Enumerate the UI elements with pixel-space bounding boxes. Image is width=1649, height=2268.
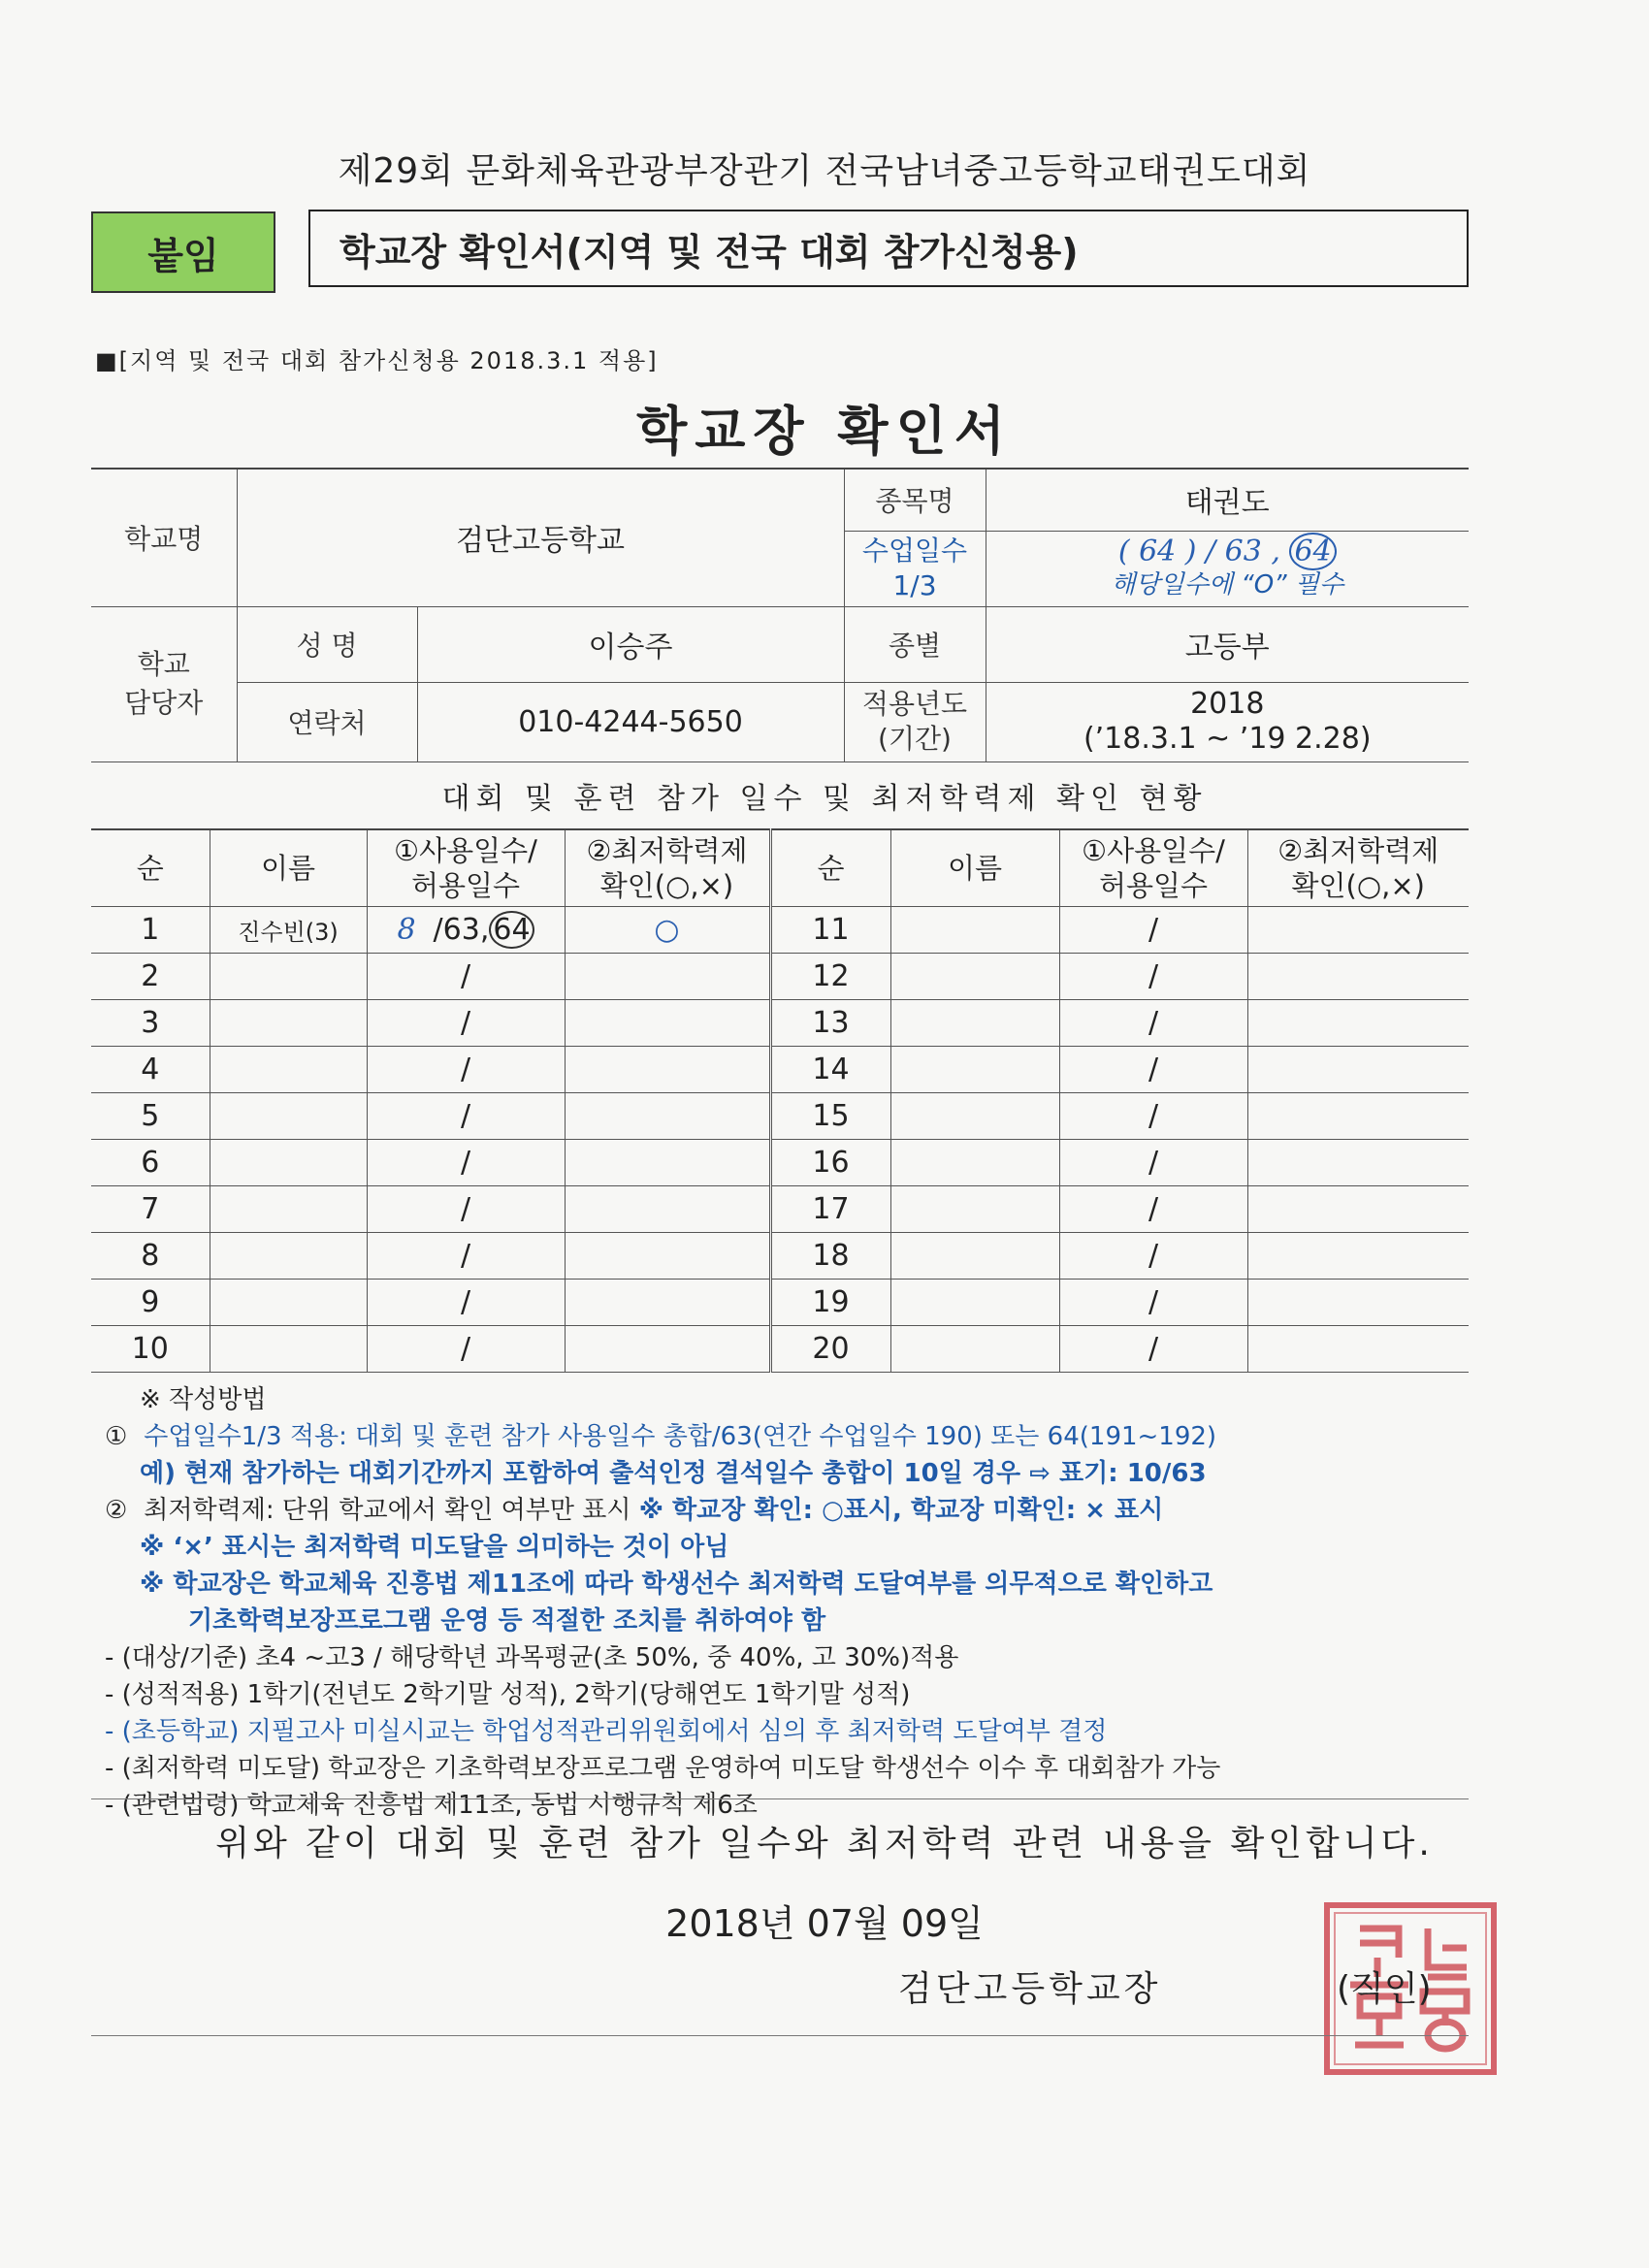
min-academic-check [565, 1280, 770, 1326]
row-number: 20 [770, 1326, 890, 1373]
class-days-value: ( 64 ) / 63 , 64 해당일수에 “O” 필수 [986, 531, 1469, 606]
min-academic-check [565, 1000, 770, 1047]
used-days-cell [367, 907, 565, 954]
participant-name [210, 1280, 367, 1326]
participant-name [890, 907, 1059, 954]
row-number: 10 [91, 1326, 210, 1373]
circled-mark: 64 [489, 911, 534, 949]
row-number: 14 [770, 1047, 890, 1093]
used-days-cell [1059, 1047, 1247, 1093]
used-days-cell [367, 1093, 565, 1140]
row-number: 16 [770, 1140, 890, 1186]
used-days-text: / [460, 1006, 471, 1040]
name-label: 성 명 [237, 606, 417, 682]
used-days-cell [1059, 1140, 1247, 1186]
document-title-box: 학교장 확인서(지역 및 전국 대회 참가신청용) [308, 210, 1469, 287]
row-number: 11 [770, 907, 890, 954]
used-days-cell [367, 954, 565, 1000]
method-dash-1: - (대상/기준) 초4 ~고3 / 해당학년 과목평균(초 50%, 중 40%, 고 30%)적용 [105, 1643, 959, 1672]
event-title: 제29회 문화체육관광부장관기 전국남녀중고등학교태권도대회 [338, 151, 1311, 191]
col-no-header: 순 [770, 829, 890, 907]
school-label: 학교명 [91, 469, 237, 606]
min-academic-check [1247, 1326, 1469, 1373]
method-dash-3: - (초등학교) 지필고사 미실시교는 학업성적관리위원회에서 심의 후 최저학력 도달여부 결정 [105, 1717, 1108, 1746]
min-academic-check [1247, 1093, 1469, 1140]
used-days-text: / [460, 1332, 471, 1366]
school-name: 검단고등학교 [237, 469, 844, 606]
used-days-cell [367, 1186, 565, 1233]
used-days-cell [1059, 1233, 1247, 1280]
col-used-header: ①사용일수/ 허용일수 [367, 829, 565, 907]
table-row [91, 1140, 1469, 1186]
col-no-header: 순 [91, 829, 210, 907]
table-row [91, 1047, 1469, 1093]
table-row [91, 954, 1469, 1000]
used-days-cell [367, 1326, 565, 1373]
row-number: 12 [770, 954, 890, 1000]
used-days-cell [1059, 954, 1247, 1000]
used-days-cell [367, 1047, 565, 1093]
used-days-text: / [1148, 1192, 1159, 1226]
class-days-label: 수업일수 1/3 [844, 531, 986, 606]
col-used-header: ①사용일수/ 허용일수 [1059, 829, 1247, 907]
participant-name [890, 1093, 1059, 1140]
used-days-cell [1059, 1000, 1247, 1047]
participant-name [890, 1000, 1059, 1047]
row-number: 15 [770, 1093, 890, 1140]
row-number: 2 [91, 954, 210, 1000]
min-academic-check [565, 954, 770, 1000]
min-academic-check [1247, 1140, 1469, 1186]
min-academic-check [1247, 1233, 1469, 1280]
min-academic-check [565, 1186, 770, 1233]
row-number: 18 [770, 1233, 890, 1280]
principal-title: 검단고등학교장 [898, 1969, 1162, 2009]
used-days-text: / [1148, 1332, 1159, 1366]
min-academic-check [565, 1233, 770, 1280]
used-days-text: / [1148, 1053, 1159, 1086]
form-note: ■[지역 및 전국 대회 참가신청용 2018.3.1 적용] [95, 347, 659, 374]
participant-name [890, 1140, 1059, 1186]
method-dash-4: - (최저학력 미도달) 학교장은 기초학력보장프로그램 운영하여 미도달 학생선수 이수 후 대회참가 가능 [105, 1754, 1221, 1783]
method-note-1: ※ ‘×’ 표시는 최저학력 미도달을 의미하는 것이 아님 [140, 1533, 729, 1562]
min-academic-check: ○ [565, 907, 770, 954]
col-check-header: ②최저학력제 확인(○,×) [1247, 829, 1469, 907]
participant-name [210, 1047, 367, 1093]
col-name-header: 이름 [210, 829, 367, 907]
used-days-cell [1059, 1326, 1247, 1373]
used-days-text: / [1148, 1239, 1159, 1273]
min-academic-check [1247, 1186, 1469, 1233]
method-dash-5: - (관련법령) 학교체육 진흥법 제11조, 동법 시행규칙 제6조 [105, 1791, 758, 1820]
used-days-cell [367, 1000, 565, 1047]
attachment-badge: 붙임 [91, 211, 275, 293]
used-days-cell [367, 1233, 565, 1280]
method-item-1-example: 예) 현재 참가하는 대회기간까지 포함하여 출석인정 결석일수 총합이 10일 경우 ⇨ 표기: 10/63 [140, 1459, 1207, 1488]
signature-date: 2018년 07월 09일 [665, 1902, 984, 1945]
used-days-text: / [460, 1146, 471, 1180]
col-check-header: ②최저학력제 확인(○,×) [565, 829, 770, 907]
method-note-2: ※ 학교장은 학교체육 진흥법 제11조에 따라 학생선수 최저학력 도달여부를 의무적으로 확인하고 [140, 1570, 1213, 1599]
table-row [91, 907, 1469, 954]
used-days-text: / [1148, 1146, 1159, 1180]
circled-mark: 64 [1289, 533, 1336, 570]
method-note-2-cont: 기초학력보장프로그램 운영 등 적절한 조치를 취하여야 함 [188, 1606, 826, 1636]
row-number: 9 [91, 1280, 210, 1326]
method-title: ※ 작성방법 [140, 1385, 267, 1414]
method-item-1: ① 수업일수1/3 적용: 대회 및 훈련 참가 사용일수 총합/63(연간 수업일수 190) 또는 64(191~192) [105, 1422, 1217, 1451]
participant-name [210, 1140, 367, 1186]
row-number: 3 [91, 1000, 210, 1047]
used-days-cell [367, 1140, 565, 1186]
row-number: 8 [91, 1233, 210, 1280]
division-label: 종별 [844, 606, 986, 682]
staff-label: 학교 담당자 [91, 606, 237, 761]
division-value: 고등부 [986, 606, 1469, 682]
row-number: 17 [770, 1186, 890, 1233]
bottom-divider [91, 2035, 1469, 2036]
participant-name: 진수빈(3) [210, 907, 367, 954]
min-academic-check [565, 1326, 770, 1373]
min-academic-check [565, 1093, 770, 1140]
row-number: 5 [91, 1093, 210, 1140]
participant-name [890, 954, 1059, 1000]
min-academic-check [1247, 1047, 1469, 1093]
participant-name [890, 1047, 1059, 1093]
seal-label: (직인) [1337, 1969, 1432, 2009]
used-days-text: / [460, 1053, 471, 1086]
row-number: 4 [91, 1047, 210, 1093]
min-academic-check [1247, 954, 1469, 1000]
table-row [91, 1326, 1469, 1373]
table-row [91, 1093, 1469, 1140]
divider [91, 1798, 1469, 1799]
participant-name [210, 1093, 367, 1140]
sport-label: 종목명 [844, 469, 986, 531]
used-days-text: / [1148, 1099, 1159, 1133]
used-days-text: / [1148, 1285, 1159, 1319]
contact-label: 연락처 [237, 682, 417, 761]
method-dash-2: - (성적적용) 1학기(전년도 2학기말 성적), 2학기(당해연도 1학기말 성적) [105, 1680, 911, 1709]
used-days-text: / [460, 1239, 471, 1273]
info-table [91, 468, 1469, 762]
participant-name [210, 1186, 367, 1233]
writing-method [105, 1381, 1482, 1824]
participant-name [890, 1186, 1059, 1233]
contact-value: 010-4244-5650 [417, 682, 844, 761]
used-days-text: / [460, 1285, 471, 1319]
row-number: 6 [91, 1140, 210, 1186]
used-days-text: / [1148, 1006, 1159, 1040]
participant-name [890, 1233, 1059, 1280]
table-header-row [91, 829, 1469, 907]
sport-value: 태권도 [986, 469, 1469, 531]
min-academic-check [565, 1140, 770, 1186]
min-academic-check [1247, 907, 1469, 954]
row-number: 1 [91, 907, 210, 954]
used-days-text: /63, [433, 913, 490, 947]
min-academic-check [565, 1047, 770, 1093]
class-days-note: 해당일수에 “O” 필수 [1111, 570, 1344, 599]
row-number: 19 [770, 1280, 890, 1326]
row-number: 7 [91, 1186, 210, 1233]
table-row [91, 1280, 1469, 1326]
year-label: 적용년도 (기간) [844, 682, 986, 761]
used-days-text: / [1148, 959, 1159, 993]
used-days-text: / [460, 959, 471, 993]
used-days-cell [1059, 1093, 1247, 1140]
confirm-statement: 위와 같이 대회 및 훈련 참가 일수와 최저학력 관련 내용을 확인합니다. [215, 1824, 1434, 1863]
used-days-cell [367, 1280, 565, 1326]
handwritten-days: 8 [397, 913, 416, 947]
participant-name [210, 954, 367, 1000]
table-row [91, 1000, 1469, 1047]
method-item-2: ② 최저학력제: 단위 학교에서 확인 여부만 표시 ※ 학교장 확인: ○표시, 학교장 미확인: × 표시 [105, 1496, 1164, 1525]
year-value: 2018 (’18.3.1 ~ ’19 2.28) [986, 682, 1469, 761]
row-number: 13 [770, 1000, 890, 1047]
table-row [91, 1233, 1469, 1280]
participant-name [890, 1326, 1059, 1373]
min-academic-check [1247, 1280, 1469, 1326]
used-days-text: / [460, 1192, 471, 1226]
min-academic-check [1247, 1000, 1469, 1047]
participants-table [91, 828, 1469, 1373]
col-name-header: 이름 [890, 829, 1059, 907]
used-days-cell [1059, 907, 1247, 954]
used-days-cell [1059, 1280, 1247, 1326]
staff-name: 이승주 [417, 606, 844, 682]
main-title: 학교장 확인서 [636, 401, 1013, 462]
used-days-cell [1059, 1186, 1247, 1233]
used-days-text: / [460, 1099, 471, 1133]
participant-name [210, 1000, 367, 1047]
table-row [91, 1186, 1469, 1233]
participant-name [210, 1233, 367, 1280]
participant-name [890, 1280, 1059, 1326]
section-title: 대회 및 훈련 참가 일수 및 최저학력제 확인 현황 [441, 782, 1208, 816]
used-days-text: / [1148, 913, 1159, 947]
participant-name [210, 1326, 367, 1373]
